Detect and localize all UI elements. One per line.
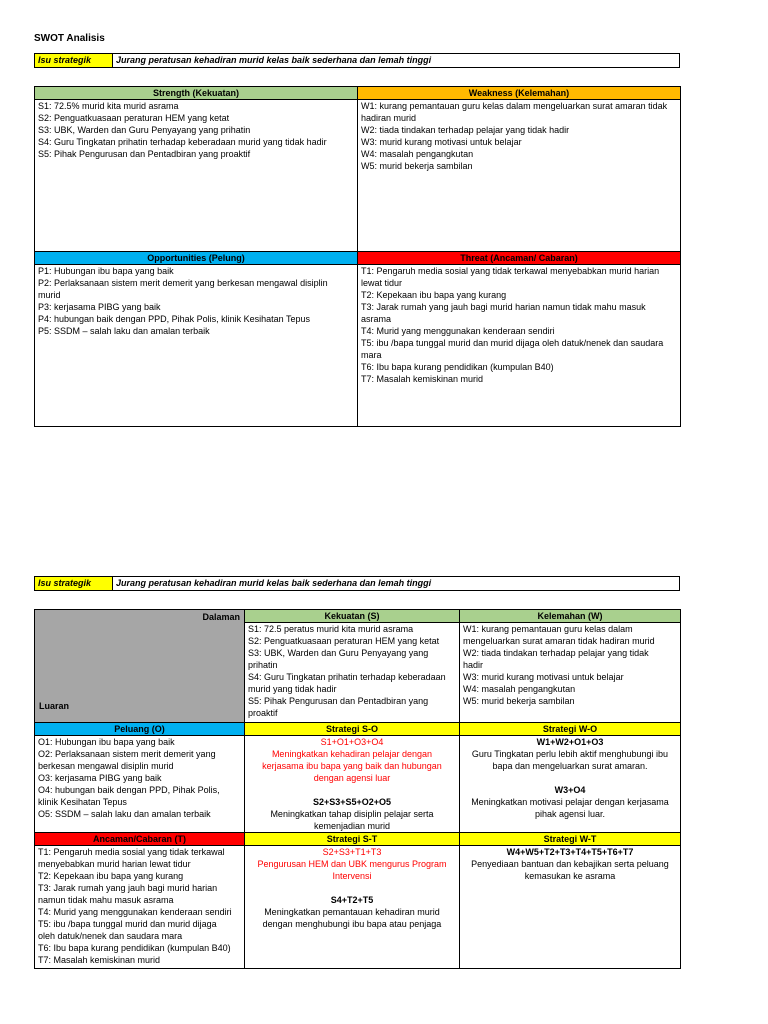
list-item: W1: kurang pemantauan guru kelas dalam mengeluarkan surat amaran tidak xyxy=(361,101,668,111)
strength-header: Strength (Kekuatan) xyxy=(35,87,358,100)
opportunities-cell xyxy=(35,265,358,427)
list-item: W2: tiada tindakan terhadap pelajar yang tidak hadir xyxy=(361,125,570,135)
list-item: T7: Masalah kemiskinan murid xyxy=(38,955,161,965)
list-item: O3: kerjasama PIBG yang baik xyxy=(38,773,162,783)
list-item: O1: Hubungan ibu bapa yang baik xyxy=(38,737,175,747)
threat-cell xyxy=(358,265,681,427)
kelemahan-cell xyxy=(460,623,681,723)
list-item: T3: Jarak rumah yang jauh bagi murid harian namun tidak mahu masuk xyxy=(361,302,646,312)
list-item: T5: ibu /bapa tunggal murid dan murid dijaga xyxy=(38,919,217,929)
list-item: T1: Pengaruh media sosial yang tidak terkawal xyxy=(38,847,225,857)
matrix-corner xyxy=(35,610,245,723)
strategy-code: S2+S3+S5+O2+O5 xyxy=(312,797,392,807)
list-item: menyebabkan murid harian lewat tidur xyxy=(38,859,191,869)
strategi-so-header: Strategi S-O xyxy=(245,723,460,736)
strategi-wt-cell xyxy=(460,846,681,969)
peluang-header: Peluang (O) xyxy=(35,723,245,736)
list-item: T6: Ibu bapa kurang pendidikan (kumpulan B40) xyxy=(38,943,231,953)
strategy-text: Meningkatkan kehadiran pelajar dengan xyxy=(271,749,433,759)
issue-text: Jurang peratusan kehadiran murid kelas baik sederhana dan lemah tinggi xyxy=(113,577,680,591)
list-item: S3: UBK, Warden dan Guru Penyayang yang prihatin xyxy=(38,125,251,135)
list-item: S4: Guru Tingkatan prihatin terhadap keberadaan xyxy=(248,672,446,683)
threat-header: Threat (Ancaman/ Cabaran) xyxy=(358,252,681,265)
list-item: O4: hubungan baik dengan PPD, Pihak Polis, xyxy=(38,785,220,795)
list-item: O5: SSDM – salah laku dan amalan terbaik xyxy=(38,809,211,819)
strategy-text: kemenjadian murid xyxy=(313,821,391,831)
list-item: oleh datuk/nenek dan saudara mara xyxy=(38,931,183,941)
list-item: klinik Kesihatan Tepus xyxy=(38,797,127,807)
weakness-header: Weakness (Kelemahan) xyxy=(358,87,681,100)
list-item: P1: Hubungan ibu bapa yang baik xyxy=(38,266,174,276)
list-item: mara xyxy=(361,350,382,360)
tows-matrix xyxy=(34,609,681,969)
ancaman-cell xyxy=(35,846,245,969)
issue-text: Jurang peratusan kehadiran murid kelas baik sederhana dan lemah tinggi xyxy=(113,54,680,68)
strategy-text: Meningkatkan motivasi pelajar dengan kerjasama xyxy=(471,797,669,807)
strategy-text: dengan agensi luar xyxy=(313,773,391,783)
list-item: O2: Perlaksanaan sistem merit demerit yang xyxy=(38,749,216,759)
list-item: S3: UBK, Warden dan Guru Penyayang yang xyxy=(248,648,429,659)
list-item: S4: Guru Tingkatan prihatin terhadap keberadaan murid yang tidak hadir xyxy=(38,137,327,147)
list-item: T7: Masalah kemiskinan murid xyxy=(361,374,484,384)
list-item: W3: murid kurang motivasi untuk belajar xyxy=(361,137,522,147)
list-item: murid yang tidak hadir xyxy=(248,684,337,695)
strategy-text: Intervensi xyxy=(332,871,372,881)
list-item: P2: Perlaksanaan sistem merit demerit yang berkesan mengawal disiplin xyxy=(38,278,328,288)
list-item: T6: Ibu bapa kurang pendidikan (kumpulan B40) xyxy=(361,362,554,372)
list-item: W5: murid bekerja sambilan xyxy=(463,696,575,707)
list-item: P4: hubungan baik dengan PPD, Pihak Polis, klinik Kesihatan Tepus xyxy=(38,314,311,324)
list-item: T4: Murid yang menggunakan kenderaan sendiri xyxy=(361,326,555,336)
list-item: S1: 72.5 peratus murid kita murid asrama xyxy=(248,624,414,635)
list-item: T3: Jarak rumah yang jauh bagi murid harian xyxy=(38,883,218,893)
list-item: murid xyxy=(38,290,61,300)
list-item: proaktif xyxy=(248,708,278,719)
list-item: S5: Pihak Pengurusan dan Pentadbiran yang xyxy=(248,696,429,707)
kekuatan-cell xyxy=(245,623,460,723)
strategi-wo-header: Strategi W-O xyxy=(460,723,681,736)
luaran-label: Luaran xyxy=(39,701,70,711)
strategi-wo-cell xyxy=(460,736,681,833)
strategy-text: kerjasama ibu bapa yang baik dan hubungan xyxy=(262,761,442,771)
list-item: S2: Penguatkuasaan peraturan HEM yang ketat xyxy=(38,113,230,123)
issue-label: Isu strategik xyxy=(35,577,113,591)
strategy-text: Meningkatkan tahap disiplin pelajar serta xyxy=(270,809,434,819)
list-item: prihatin xyxy=(248,660,278,671)
list-item: mengeluarkan surat amaran tidak hadiran murid xyxy=(463,636,655,647)
list-item: T4: Murid yang menggunakan kenderaan sendiri xyxy=(38,907,232,917)
opportunities-header: Opportunities (Pelung) xyxy=(35,252,358,265)
strategy-text: Meningkatkan pemantauan kehadiran murid xyxy=(264,907,440,917)
strength-cell xyxy=(35,100,358,252)
list-item: W3: murid kurang motivasi untuk belajar xyxy=(463,672,624,683)
list-item: asrama xyxy=(361,314,392,324)
list-item: W4: masalah pengangkutan xyxy=(463,684,576,695)
strategy-text: bapa dan mengeluarkan surat amaran. xyxy=(492,761,648,771)
strategy-text: Guru Tingkatan perlu lebih aktif menghubungi ibu xyxy=(471,749,669,759)
issue-table xyxy=(34,53,680,68)
list-item: T1: Pengaruh media sosial yang tidak terkawal menyebabkan murid harian xyxy=(361,266,660,276)
strategy-code: S4+T2+T5 xyxy=(330,895,374,905)
strategy-text: dengan menghubungi ibu bapa atau penjaga xyxy=(262,919,442,929)
list-item: W4: masalah pengangkutan xyxy=(361,149,474,159)
list-item: P3: kerjasama PIBG yang baik xyxy=(38,302,161,312)
strategy-text: Pengurusan HEM dan UBK mengurus Program xyxy=(257,859,447,869)
list-item: S2: Penguatkuasaan peraturan HEM yang ketat xyxy=(248,636,440,647)
strategy-code: W1+W2+O1+O3 xyxy=(536,737,604,747)
list-item: W2: tiada tindakan terhadap pelajar yang tidak xyxy=(463,648,649,659)
list-item: S5: Pihak Pengurusan dan Pentadbiran yang proaktif xyxy=(38,149,251,159)
strategy-code: S1+O1+O3+O4 xyxy=(320,737,384,747)
list-item: lewat tidur xyxy=(361,278,403,288)
list-item: T2: Kepekaan ibu bapa yang kurang xyxy=(361,290,507,300)
strategi-wt-header: Strategi W-T xyxy=(460,833,681,846)
list-item: namun tidak mahu masuk asrama xyxy=(38,895,174,905)
strategy-code: S2+S3+T1+T3 xyxy=(322,847,382,857)
list-item: hadir xyxy=(463,660,484,671)
list-item: W5: murid bekerja sambilan xyxy=(361,161,473,171)
list-item: berkesan mengawal disiplin murid xyxy=(38,761,174,771)
ancaman-header: Ancaman/Cabaran (T) xyxy=(35,833,245,846)
kelemahan-header: Kelemahan (W) xyxy=(460,610,681,623)
list-item: P5: SSDM – salah laku dan amalan terbaik xyxy=(38,326,210,336)
strategy-text: pihak agensi luar. xyxy=(534,809,606,819)
kekuatan-header: Kekuatan (S) xyxy=(245,610,460,623)
strategi-st-header: Strategi S-T xyxy=(245,833,460,846)
dalaman-label: Dalaman xyxy=(202,612,240,622)
issue-label: Isu strategik xyxy=(35,54,113,68)
issue-table-2 xyxy=(34,576,680,591)
peluang-cell xyxy=(35,736,245,833)
weakness-cell xyxy=(358,100,681,252)
strategi-st-cell xyxy=(245,846,460,969)
list-item: T5: ibu /bapa tunggal murid dan murid dijaga oleh datuk/nenek dan saudara xyxy=(361,338,664,348)
strategi-so-cell xyxy=(245,736,460,833)
list-item: T2: Kepekaan ibu bapa yang kurang xyxy=(38,871,184,881)
strategy-code: W4+W5+T2+T3+T4+T5+T6+T7 xyxy=(506,847,634,857)
page-title: SWOT Analisis xyxy=(34,33,105,44)
swot-table xyxy=(34,86,681,427)
strategy-text: Penyediaan bantuan dan kebajikan serta peluang xyxy=(471,859,669,869)
list-item: hadiran murid xyxy=(361,113,417,123)
strategy-text: kemasukan ke asrama xyxy=(524,871,616,881)
strategy-code: W3+O4 xyxy=(554,785,586,795)
list-item: S1: 72.5% murid kita murid asrama xyxy=(38,101,179,111)
list-item: W1: kurang pemantauan guru kelas dalam xyxy=(463,624,633,635)
